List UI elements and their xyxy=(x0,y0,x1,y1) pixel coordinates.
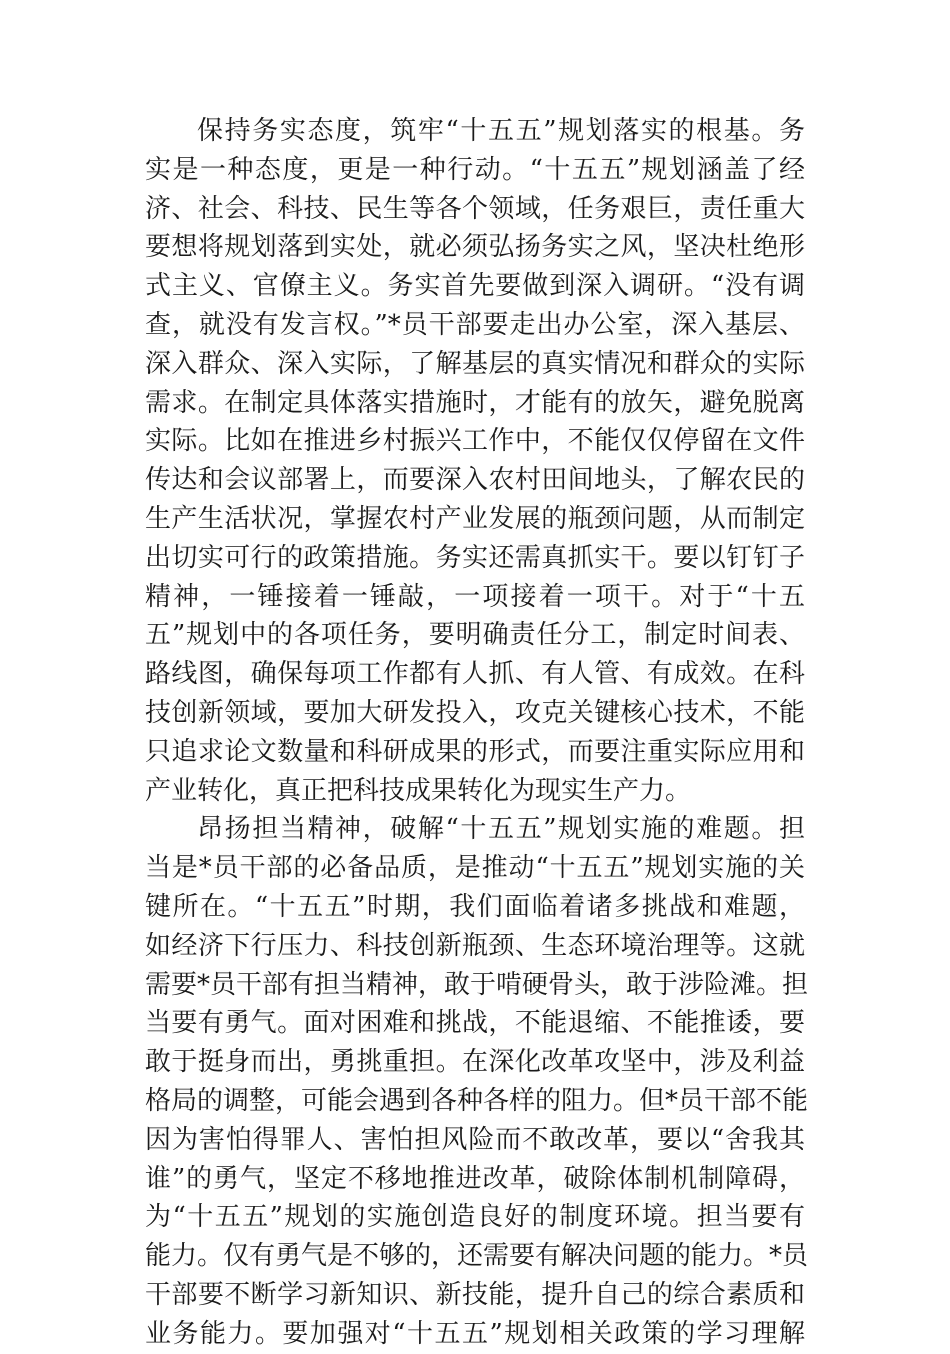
paragraph-2-line: 干部要不断学习新知识、新技能，提升自己的综合素质和 xyxy=(145,1279,805,1310)
paragraph-1-line: 需求。在制定具体落实措施时，才能有的放矢，避免脱离 xyxy=(145,387,805,418)
paragraph-1-line: 要想将规划落到实处，就必须弘扬务实之风，坚决杜绝形 xyxy=(145,232,805,263)
paragraph-1-line: 传达和会议部署上，而要深入农村田间地头，了解农民的 xyxy=(145,465,805,496)
paragraph-1-line: 式主义、官僚主义。务实首先要做到深入调研。“没有调 xyxy=(145,271,805,302)
paragraph-1-line: 产业转化，真正把科技成果转化为现实生产力。 xyxy=(145,775,692,806)
paragraph-2-line: 键所在。“十五五”时期，我们面临着诸多挑战和难题， xyxy=(145,891,805,922)
paragraph-1-line: 只追求论文数量和科研成果的形式，而要注重实际应用和 xyxy=(145,736,805,767)
paragraph-1-line: 出切实可行的政策措施。务实还需真抓实干。要以钉钉子 xyxy=(145,542,805,573)
paragraph-1-line: 深入群众、深入实际，了解基层的真实情况和群众的实际 xyxy=(145,348,805,379)
paragraph-1-line: 生产生活状况，掌握农村产业发展的瓶颈问题，从而制定 xyxy=(145,503,805,534)
paragraph-1-line: 济、社会、科技、民生等各个领域，任务艰巨，责任重大 xyxy=(145,193,805,224)
paragraph-2-line: 格局的调整，可能会遇到各种各样的阻力。但*员干部不能 xyxy=(145,1085,809,1116)
paragraph-1-line: 查，就没有发言权。”*员干部要走出办公室，深入基层、 xyxy=(145,309,805,340)
paragraph-2-line: 需要*员干部有担当精神，敢于啃硬骨头，敢于涉险滩。担 xyxy=(145,969,809,1000)
paragraph-2-line: 谁”的勇气，坚定不移地推进改革，破除体制机制障碍， xyxy=(145,1163,805,1194)
paragraph-2-line: 当是*员干部的必备品质，是推动“十五五”规划实施的关 xyxy=(145,853,805,884)
paragraph-1-line: 五”规划中的各项任务，要明确责任分工，制定时间表、 xyxy=(145,620,805,651)
paragraph-1-line: 实是一种态度，更是一种行动。“十五五”规划涵盖了经 xyxy=(145,154,805,185)
paragraph-2-line: 如经济下行压力、科技创新瓶颈、生态环境治理等。这就 xyxy=(145,930,805,961)
paragraph-1-line: 路线图，确保每项工作都有人抓、有人管、有成效。在科 xyxy=(145,659,805,690)
document-body xyxy=(145,112,809,1354)
paragraph-2-line: 昂扬担当精神，破解“十五五”规划实施的难题。担 xyxy=(197,814,805,845)
paragraph-2-line: 业务能力。要加强对“十五五”规划相关政策的学习理解 xyxy=(145,1318,805,1349)
paragraph-1-line: 保持务实态度，筑牢“十五五”规划落实的根基。务 xyxy=(197,116,805,146)
paragraph-1-line: 精神，一锤接着一锤敲，一项接着一项干。对于“十五 xyxy=(145,581,805,612)
paragraph-2-line: 当要有勇气。面对困难和挑战，不能退缩、不能推诿，要 xyxy=(145,1008,805,1039)
paragraph-2-line: 因为害怕得罪人、害怕担风险而不敢改革，要以“舍我其 xyxy=(145,1124,805,1155)
paragraph-2-line: 为“十五五”规划的实施创造良好的制度环境。担当要有 xyxy=(145,1202,805,1233)
paragraph-2-line: 能力。仅有勇气是不够的，还需要有解决问题的能力。*员 xyxy=(145,1241,809,1272)
paragraph-1-line: 技创新领域，要加大研发投入，攻克关键核心技术，不能 xyxy=(145,697,805,728)
paragraph-1-line: 实际。比如在推进乡村振兴工作中，不能仅仅停留在文件 xyxy=(145,426,805,457)
paragraph-2-line: 敢于挺身而出，勇挑重担。在深化改革攻坚中，涉及利益 xyxy=(145,1047,805,1078)
